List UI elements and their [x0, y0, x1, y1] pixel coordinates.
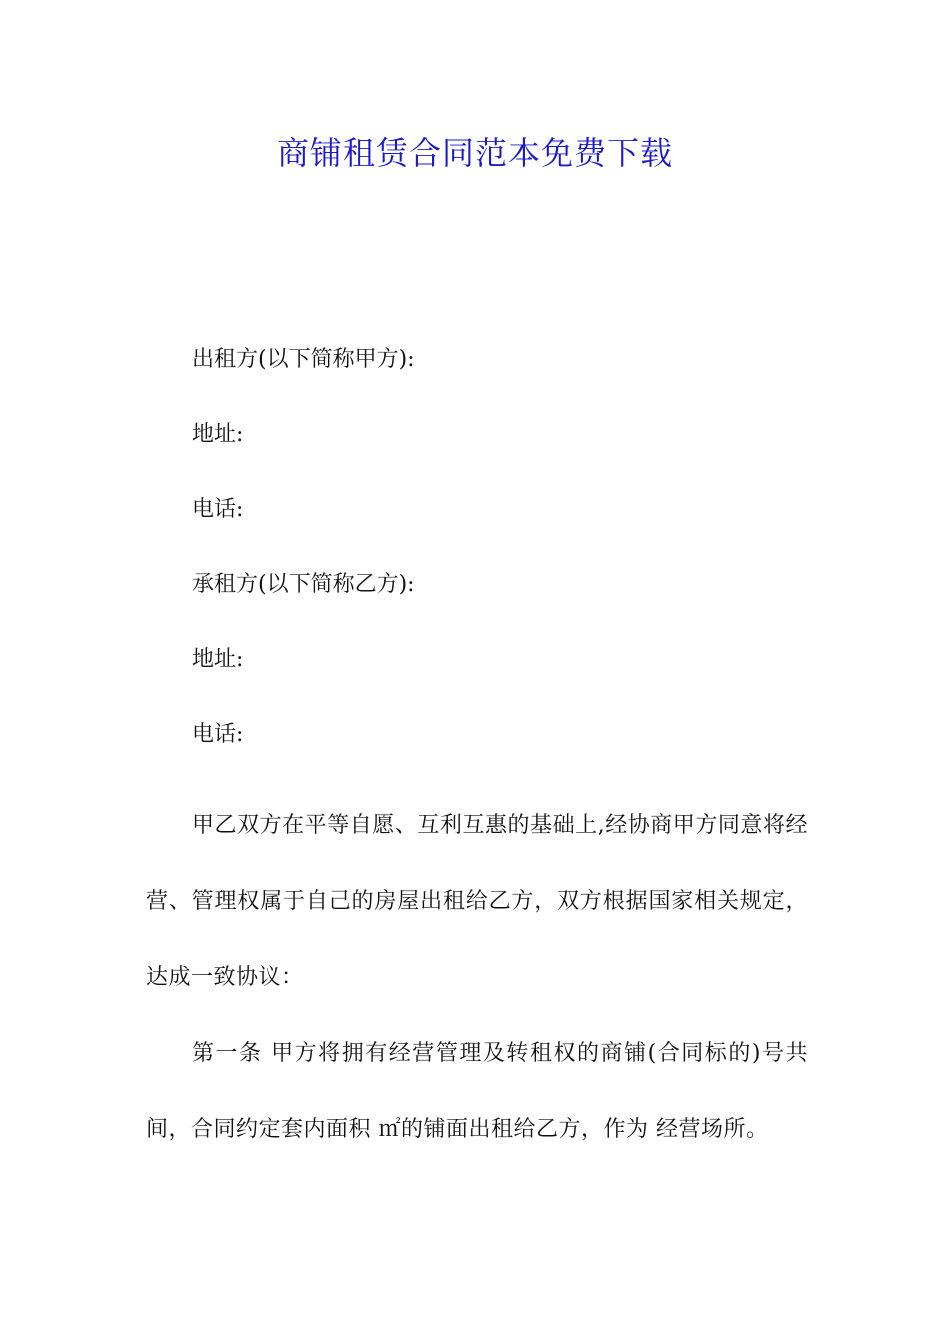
- preamble-paragraph: 甲乙双方在平等自愿、互利互惠的基础上,经协商甲方同意将经营、管理权属于自己的房屋出租给乙方，双方根据国家相关规定，达成一致协议：: [146, 813, 808, 990]
- lessee-phone-field: 电话:: [192, 722, 244, 747]
- lessee-address-field: 地址:: [192, 647, 244, 672]
- lessor-field: 出租方(以下简称甲方):: [192, 347, 415, 372]
- lessor-phone-field: 电话:: [192, 497, 244, 522]
- lessor-address-field: 地址:: [192, 422, 244, 447]
- document-body: [146, 338, 808, 1168]
- document-title: 商铺租赁合同范本免费下载: [276, 134, 673, 172]
- article-one-paragraph: 第一条 甲方将拥有经营管理及转租权的商铺(合同标的)号共 间，合同约定套内面积 ㎡的铺面出租给乙方，作为 经营场所。: [146, 1041, 808, 1142]
- lessee-field: 承租方(以下简称乙方):: [192, 572, 415, 597]
